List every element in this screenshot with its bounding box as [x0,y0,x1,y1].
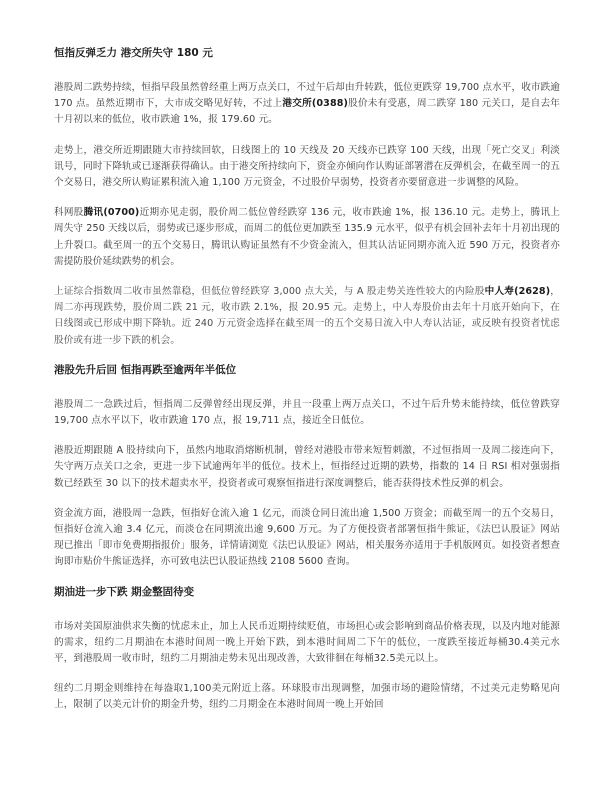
paragraph: 科网股腾讯(0700)近期亦见走弱，股价周二低位曾经跌穿 136 元，收市跌逾 1%，报 136.10 元。走势上，腾讯上周失守 250 天线以后，弱势或已逐步形成，而周二的低位更加跌至 135.9 元水平，似乎有机会回补去年十月初出现的上升裂口。截至周一的五个交易日，腾讯认购证虽然有不少资金流入，但其认沽证同期亦流入近 590 万元，投资者亦需提防股价延续跌势的机会。 [54,207,560,267]
paragraph: 纽约二月期金则维持在每盎取1,100美元附近上落。环球股市出现调整，加强市场的避险情绪，不过美元走势略见向上，限制了以美元计价的期金升势，纽约二月期金在本港时间周一晚上开始回 [54,683,560,711]
paragraph: 港股周二一急跌过后，恒指周二反弹曾经出现反弹，并且一段重上两万点关口，不过午后升势未能持续，低位曾跌穿 19,700 点水平以下，收市跌逾 170 点，报 19,711 点，接近全日低位。 [54,398,560,427]
section-heading: 期油进一步下跌 期金整固待变 [54,585,195,598]
paragraph: 走势上，港交所近期跟随大市持续回软，日线图上的 10 天线及 20 天线亦已跌穿 100 天线，出现「死亡交叉」利淡讯号，同时下降轨或已逐渐获得确认。由于港交所持续向下，资金亦倾向作认购证部署潜在反弹机会，在截至周一的五个交易日，港交所认购证累积流入逾 1,100 万元资金，不过股价早弱势，投资者亦要留意进一步调整的风险。 [54,144,560,189]
paragraph: 资金流方面，港股周一急跌，恒指好仓流入逾 1 亿元，而淡仓同日流出逾 1,500 万资金；而截至周一的五个交易日，恒指好仓流入逾 3.4 亿元，而淡仓在同期流出逾 9,600 万元。为了方便投资者部署恒指牛熊证，《法巴认股证》网站现已推出「即市免费期指报价」服务，详情请浏览《法巴认股证》网站，相关服务亦适用于手机版网页。如投资者想查询即市贴价牛熊证选择，亦可致电法巴认股证热线 2108 5600 查询。 [54,507,560,568]
stock-name: 腾讯(0700) [83,207,140,219]
stock-name: 港交所(0388) [282,98,348,110]
paragraph: 港股近期跟随 A 股持续向下，虽然内地取消熔断机制，曾经对港股市带来短暂刺激，不过恒指周一及周二接连向下，失守两万点关口之余，更进一步下试逾两年半的低位。技术上，恒指经过近期的跌势，指数的 14 日 RSI 相对强弱指数已经跌至 30 以下的技术超卖水平，投资者或可观察恒指进行深度调整后，能否获得技术性反弹的机会。 [54,445,560,489]
paragraph: 上证综合指数周二收市虽然靠稳，但低位曾经跌穿 3,000 点大关，与 A 股走势关连性较大的内险股中人寿(2628)，周二亦再现跌势，股价周二跌 21 元，收市跌 2.1%，报 20.95 元。走势上，中人寿股价由去年十月底开始向下，在日线图或已形成中期下降轨。近 240 万元资金选择在截至周一的五个交易日流入中人寿认沽证，或反映有投资者忧虑股价或有进一步下跌的机会。 [54,286,561,346]
paragraph: 市场对美国原油供求失衡的忧虑未止，加上人民币近期持续贬值，市场担心或会影响到商品价格表现，以及内地对能源的需求，纽约二月期油在本港时间周一晚上开始下跌，到本港时间周二下午的低位，一度跌至接近每桶30.4美元水平，到港股周一收市时，纽约二月期油走势未见出现改善，大致徘徊在每桶32.5美元以上。 [54,620,560,665]
section-heading: 港股先升后回 恒指再跌至逾两年半低位 [54,363,237,376]
paragraph: 港股周二跌势持续，恒指早段虽然曾经重上两万点关口，不过午后却由升转跌，低位更跌穿 19,700 点水平，收市跌逾 170 点。虽然近期市下，大市成交略见好转，不过上港交所(0388)股价未有受惠，周二跌穿 180 元关口，是自去年十月初以来的低位，收市跌逾 1%，报 179.60 元。 [54,82,561,126]
stock-name: 中人寿(2628) [484,286,551,298]
section-heading: 恒指反弹乏力 港交所失守 180 元 [54,47,213,59]
